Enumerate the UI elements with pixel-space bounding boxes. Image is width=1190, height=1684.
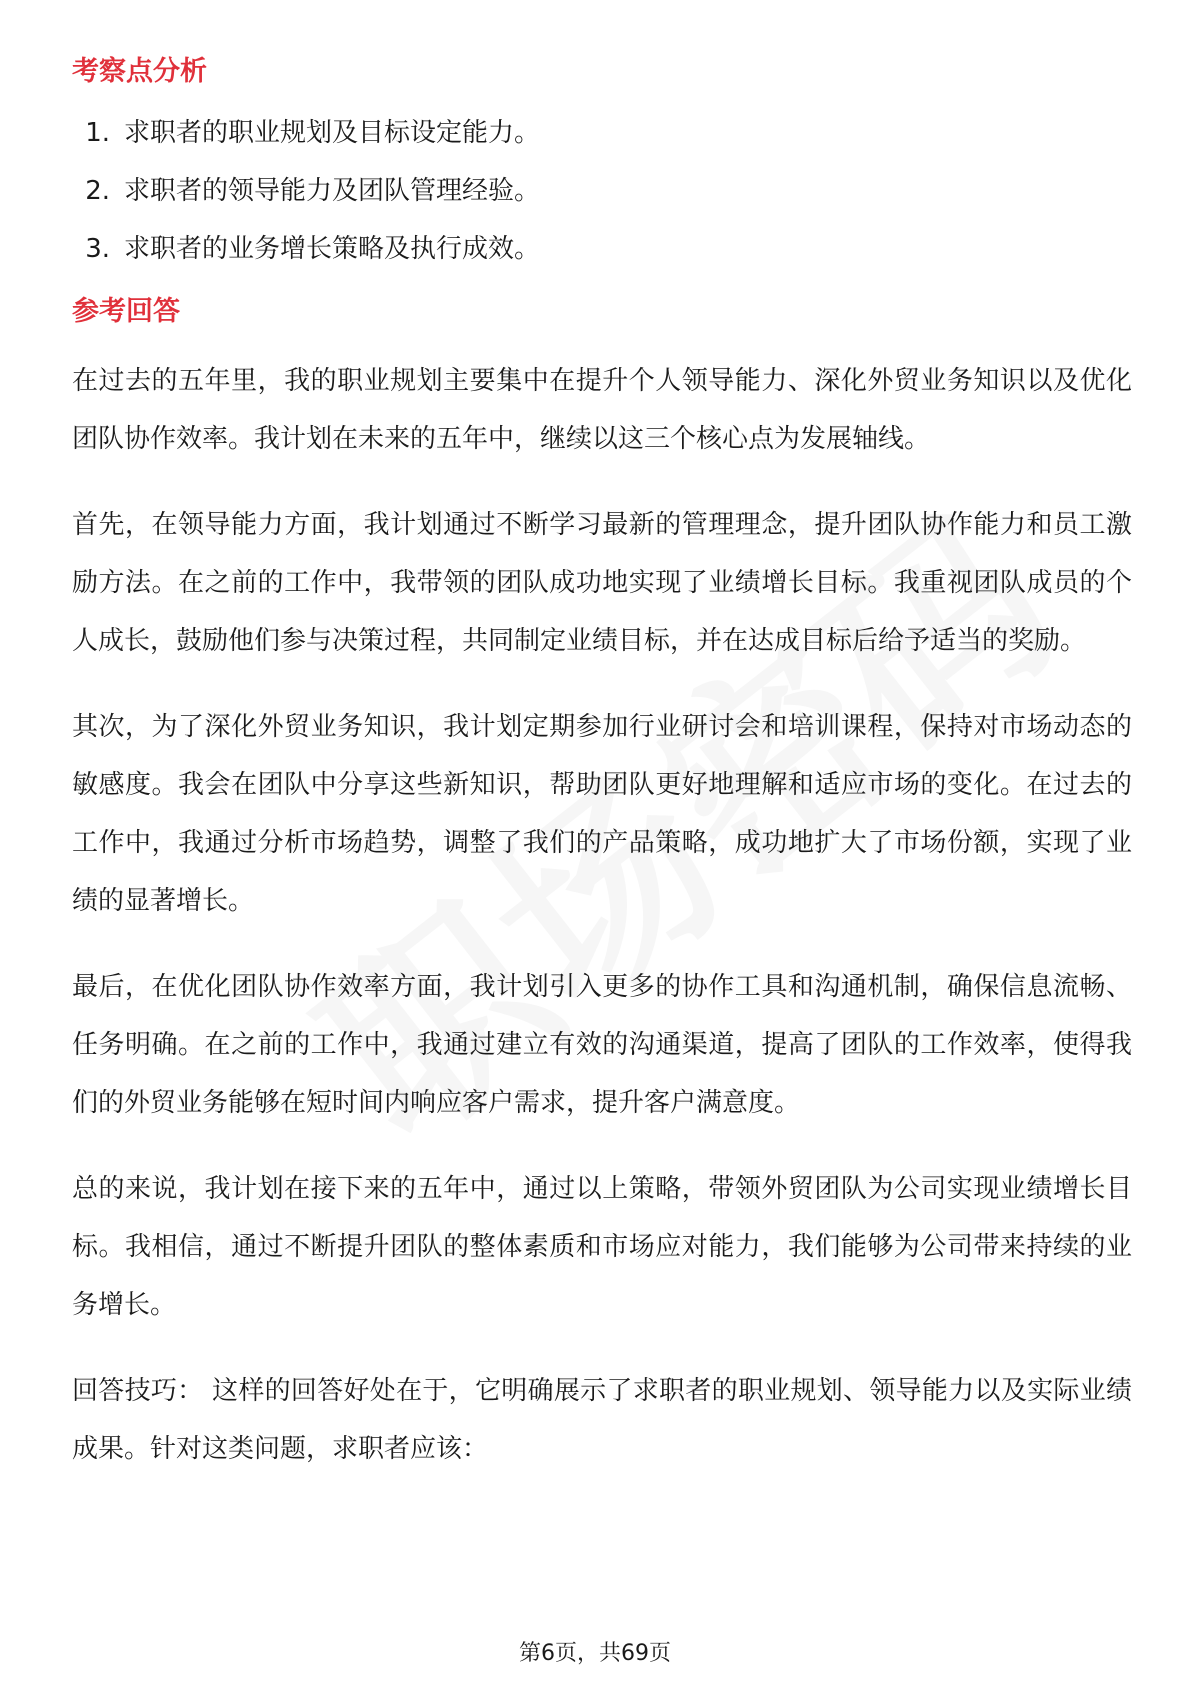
list-item-number: 1. [85,118,110,148]
page-number: 第6页，共69页 [519,1641,671,1666]
list-item-text: 求职者的职业规划及目标设定能力。 [124,118,541,148]
answer-paragraph: 其次，为了深化外贸业务知识，我计划定期参加行业研讨会和培训课程，保持对市场动态的敏感度。我会在团队中分享这些新知识，帮助团队更好地理解和适应市场的变化。在过去的工作中，我通过分析市场趋势，调整了我们的产品策略，成功地扩大了市场份额，实现了业绩的显著增长。 [72,712,1132,916]
list-item [72,176,1132,206]
list-item-text: 求职者的领导能力及团队管理经验。 [124,176,541,206]
answer-paragraph: 首先，在领导能力方面，我计划通过不断学习最新的管理理念，提升团队协作能力和员工激励方法。在之前的工作中，我带领的团队成功地实现了业绩增长目标。我重视团队成员的个人成长，鼓励他们参与决策过程，共同制定业绩目标，并在达成目标后给予适当的奖励。 [72,510,1132,656]
list-item-number: 2. [85,176,110,206]
list-item-text: 求职者的业务增长策略及执行成效。 [124,234,541,264]
list-item [72,118,1132,148]
answer-paragraph: 总的来说，我计划在接下来的五年中，通过以上策略，带领外贸团队为公司实现业绩增长目标。我相信，通过不断提升团队的整体素质和市场应对能力，我们能够为公司带来持续的业务增长。 [72,1174,1132,1320]
answer-heading: 参考回答 [72,296,180,327]
list-item-number: 3. [85,234,110,264]
answer-paragraph: 最后，在优化团队协作效率方面，我计划引入更多的协作工具和沟通机制，确保信息流畅、任务明确。在之前的工作中，我通过建立有效的沟通渠道，提高了团队的工作效率，使得我们的外贸业务能够在短时间内响应客户需求，提升客户满意度。 [72,972,1132,1118]
analysis-heading: 考察点分析 [72,56,207,87]
list-item [72,234,1132,264]
answer-tips-paragraph: 回答技巧： 这样的回答好处在于，它明确展示了求职者的职业规划、领导能力以及实际业绩成果。针对这类问题，求职者应该： [72,1376,1132,1464]
analysis-points-list [72,118,1132,264]
page-content [72,48,1132,1478]
answer-paragraph: 在过去的五年里，我的职业规划主要集中在提升个人领导能力、深化外贸业务知识以及优化团队协作效率。我计划在未来的五年中，继续以这三个核心点为发展轴线。 [72,366,1132,454]
